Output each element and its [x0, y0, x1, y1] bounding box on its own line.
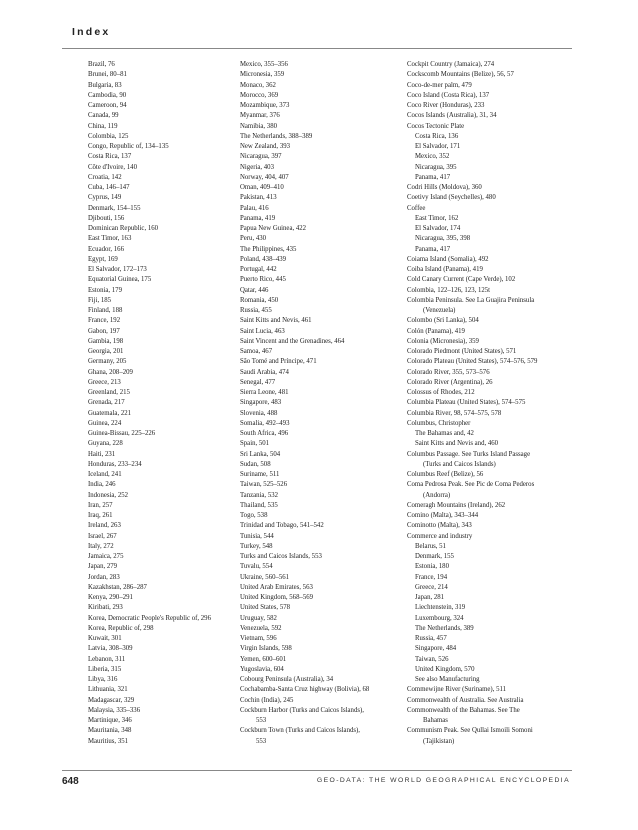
index-entry: China, 119: [88, 122, 118, 130]
index-entry: Micronesia, 359: [240, 71, 285, 79]
index-entry: Mozambique, 373: [240, 102, 290, 109]
index-entry-continuation: (Andorra): [423, 491, 451, 499]
index-entry: Oman, 409–410: [240, 184, 284, 191]
index-entry: Tuvalu, 554: [240, 563, 273, 571]
index-subentry: Luxembourg, 324: [415, 614, 464, 622]
index-entry: Nicaragua, 397: [240, 153, 282, 161]
index-entry: New Zealand, 393: [240, 143, 291, 150]
index-entry: France, 192: [88, 317, 121, 325]
index-entry: Iran, 257: [88, 501, 113, 509]
index-entry: Georgia, 201: [88, 348, 124, 355]
index-entry: Mauritius, 351: [88, 737, 129, 745]
index-entry: Guatemala, 221: [88, 409, 132, 417]
index-entry: Romania, 450: [240, 296, 279, 304]
index-entry: Egypt, 169: [88, 255, 118, 263]
index-subentry: Panama, 417: [415, 173, 451, 181]
index-entry: Colombia, 122–126, 123, 125t: [407, 286, 491, 294]
index-entry: Iceland, 241: [88, 471, 122, 478]
index-entry: Haiti, 231: [88, 450, 116, 458]
index-entry: Kazakhstan, 286–287: [88, 583, 147, 591]
index-subentry: Denmark, 155: [415, 553, 454, 560]
index-entry: Sudan, 508: [240, 460, 271, 468]
index-entry: Congo, Republic of, 134–135: [88, 143, 169, 150]
index-subentry: The Bahamas and, 42: [415, 430, 474, 437]
index-entry-continuation: (Venezuela): [423, 307, 456, 314]
index-entry: Trinidad and Tobago, 541–542: [240, 522, 324, 530]
index-entry: Liberia, 315: [88, 665, 122, 673]
page-footer: [62, 776, 572, 790]
index-entry: Israel, 267: [88, 532, 117, 540]
index-entry: Cuba, 146–147: [88, 184, 130, 191]
index-entry: Sierra Leone, 481: [240, 389, 289, 396]
index-column-2: [240, 60, 400, 747]
index-entry: Greenland, 215: [88, 389, 130, 396]
index-entry: Virgin Islands, 598: [240, 645, 292, 653]
index-entry: Coco Island (Costa Rica), 137: [407, 91, 490, 99]
index-entry: Coma Pedrosa Peak. See Pic de Coma Pederos: [407, 481, 535, 489]
index-entry: Togo, 538: [240, 512, 268, 519]
index-entry: Cockscomb Mountains (Belize), 56, 57: [407, 71, 514, 79]
index-entry: Comino (Malta), 343–344: [407, 512, 479, 519]
index-entry: Brunei, 80–81: [88, 71, 127, 79]
index-entry: Thailand, 535: [240, 501, 278, 509]
index-entry: Comeragh Mountains (Ireland), 262: [407, 501, 506, 509]
index-entry: Korea, Republic of, 298: [88, 624, 154, 632]
index-subentry: East Timor, 162: [415, 214, 459, 222]
page-title: Index: [72, 26, 111, 38]
index-entry: Estonia, 179: [88, 286, 122, 294]
index-entry: Yugoslavia, 604: [240, 665, 284, 673]
index-entry-continuation: 553: [256, 717, 267, 724]
index-entry: Denmark, 154–155: [88, 204, 141, 212]
index-entry: Pakistan, 413: [240, 194, 277, 202]
index-entry: Costa Rica, 137: [88, 153, 132, 161]
index-entry: Columbus Passage. See Turks Island Passage: [407, 450, 531, 458]
index-entry-continuation: Bahamas: [423, 717, 448, 724]
index-entry: Commewijne River (Suriname), 511: [407, 686, 507, 694]
index-subentry: Costa Rica, 136: [415, 132, 459, 140]
top-rule: [62, 48, 572, 49]
index-entry: Columbus, Christopher: [407, 419, 471, 427]
index-entry: Iraq, 261: [88, 512, 113, 519]
index-entry: Gabon, 197: [88, 327, 120, 335]
page-header: [72, 26, 570, 38]
index-entry: Cockburn Town (Turks and Caicos Islands),: [240, 727, 360, 735]
index-entry: Cockburn Harbor (Turks and Caicos Islands),: [240, 706, 364, 714]
index-entry: Guinea-Bissau, 225–226: [88, 430, 156, 437]
index-entry: The Philippines, 435: [240, 245, 297, 253]
index-entry: United Arab Emirates, 563: [240, 583, 313, 591]
index-entry: Cochin (India), 245: [240, 696, 294, 704]
index-entry: Libya, 316: [88, 676, 118, 683]
index-entry: Colorado River, 355, 573–576: [407, 368, 490, 376]
index-entry: Germany, 205: [88, 358, 127, 366]
index-entry: Poland, 438–439: [240, 255, 287, 263]
index-entry: Saint Kitts and Nevis, 461: [240, 317, 312, 325]
index-subentry: Singapore, 484: [415, 645, 457, 653]
index-entry: Peru, 430: [240, 235, 267, 243]
index-entry: East Timor, 163: [88, 235, 132, 243]
index-subentry: Taiwan, 526: [415, 655, 449, 663]
index-entry: Ukraine, 560–561: [240, 573, 290, 581]
index-entry: Columbia River, 98, 574–575, 578: [407, 409, 502, 417]
index-entry: Colonia (Micronesia), 359: [407, 337, 479, 345]
index-entry: Suriname, 511: [240, 471, 280, 478]
index-entry: Morocco, 369: [240, 91, 279, 99]
index-entry: Dominican Republic, 160: [88, 225, 159, 232]
index-entry: Commonwealth of Australia. See Australia: [407, 696, 524, 704]
index-subentry: Mexico, 352: [415, 153, 450, 161]
index-entry: Cobourg Peninsula (Australia), 34: [240, 676, 334, 683]
index-entry: Senegal, 477: [240, 378, 276, 386]
index-entry: Canada, 99: [88, 112, 119, 120]
index-entry: Côte d'Ivoire, 140: [88, 163, 137, 171]
index-entry: Guinea, 224: [88, 419, 122, 427]
index-subentry: Greece, 214: [415, 583, 448, 591]
index-entry: Venezuela, 592: [240, 624, 282, 632]
index-entry: Taiwan, 525–526: [240, 481, 288, 489]
index-entry: Guyana, 228: [88, 440, 123, 448]
index-entry: Slovenia, 488: [240, 409, 278, 417]
index-subentry: Panama, 417: [415, 245, 451, 253]
index-entry: Panama, 419: [240, 214, 276, 222]
index-entry: Colorado River (Argentina), 26: [407, 378, 493, 386]
index-entry: India, 246: [88, 481, 116, 489]
index-entry: Cochabamba-Santa Cruz highway (Bolivia), 68: [240, 686, 370, 694]
index-entry-continuation: (Tajikistan): [423, 737, 455, 745]
index-entry: Saudi Arabia, 474: [240, 368, 289, 376]
index-entry: Japan, 279: [88, 563, 118, 571]
index-subentry: Nicaragua, 395, 398: [415, 235, 471, 243]
index-entry: Tanzania, 532: [240, 491, 279, 499]
index-entry: Palau, 416: [240, 204, 269, 212]
index-entry: Cold Canary Current (Cape Verde), 102: [407, 276, 516, 284]
index-entry: Jamaica, 275: [88, 553, 124, 560]
index-entry: Columbus Reef (Belize), 56: [407, 471, 484, 478]
index-entry: Codri Hills (Moldova), 360: [407, 184, 482, 191]
index-entry: Cocos Tectonic Plate: [407, 122, 465, 130]
index-entry: São Tomé and Príncipe, 471: [240, 358, 317, 366]
index-entry-continuation: 553: [256, 737, 267, 745]
index-entry: Lebanon, 311: [88, 655, 126, 663]
index-entry: Vietnam, 596: [240, 635, 277, 642]
index-entry: Somalia, 492–493: [240, 419, 290, 427]
index-subentry: El Salvador, 174: [415, 225, 461, 232]
index-entry: Colorado Piedmont (United States), 571: [407, 348, 517, 355]
index-entry: Italy, 272: [88, 542, 114, 550]
index-entry: Brazil, 76: [88, 61, 115, 68]
index-subentry: The Netherlands, 389: [415, 624, 474, 632]
index-entry: Colorado Plateau (United States), 574–576, 579: [407, 358, 538, 366]
index-entry: Djibouti, 156: [88, 214, 125, 222]
index-subentry: Japan, 281: [415, 594, 445, 601]
index-entry: Portugal, 442: [240, 266, 277, 273]
index-entry: Cameroon, 94: [88, 102, 127, 109]
index-entry: Fiji, 185: [88, 296, 112, 304]
index-entry: Korea, Democratic People's Republic of, 296: [88, 614, 211, 622]
index-entry: Mauritania, 348: [88, 727, 132, 735]
index-entry: Saint Vincent and the Grenadines, 464: [240, 337, 345, 345]
index-entry: Yemen, 600–601: [240, 655, 287, 663]
index-subentry: Estonia, 180: [415, 563, 449, 571]
index-subentry: Saint Kitts and Nevis and, 460: [415, 440, 499, 448]
index-entry: Kuwait, 301: [88, 635, 122, 642]
index-column-1: [88, 60, 248, 747]
index-entry: El Salvador, 172–173: [88, 266, 147, 273]
index-entry: Colossus of Rhodes, 212: [407, 389, 475, 396]
index-subentry: Russia, 457: [415, 635, 447, 642]
book-title: GEO-DATA: THE WORLD GEOGRAPHICAL ENCYCLOPEDIA: [316, 777, 570, 784]
index-entry: Tunisia, 544: [240, 532, 274, 540]
index-entry: Kiribati, 293: [88, 604, 123, 612]
index-entry: Gambia, 198: [88, 337, 124, 345]
index-entry: Grenada, 217: [88, 399, 125, 407]
index-entry: Cockpit Country (Jamaica), 274: [407, 61, 495, 68]
index-entry: Samoa, 467: [240, 348, 273, 355]
index-entry: United States, 578: [240, 604, 291, 612]
index-subentry: Nicaragua, 395: [415, 163, 457, 171]
index-entry: Commerce and industry: [407, 532, 473, 540]
index-entry: Jordan, 283: [88, 573, 120, 581]
index-entry: Cominotto (Malta), 343: [407, 522, 472, 530]
index-entry: Colombo (Sri Lanka), 504: [407, 317, 479, 325]
index-entry: Indonesia, 252: [88, 491, 129, 499]
index-entry: Saint Lucia, 463: [240, 327, 285, 335]
index-entry: Nigeria, 403: [240, 163, 274, 171]
index-entry: Madagascar, 329: [88, 696, 135, 704]
index-entry: Ghana, 208–209: [88, 368, 133, 376]
index-entry: South Africa, 496: [240, 430, 289, 437]
index-entry: Colombia, 125: [88, 132, 129, 140]
index-entry: Kenya, 290–291: [88, 594, 133, 601]
index-entry: Martinique, 346: [88, 717, 132, 724]
index-entry: Croatia, 142: [88, 173, 122, 181]
index-entry: Columbia Plateau (United States), 574–575: [407, 399, 526, 407]
index-entry: Sri Lanka, 504: [240, 450, 281, 458]
index-entry: Colón (Panama), 419: [407, 327, 465, 335]
index-entry: Russia, 455: [240, 307, 272, 314]
index-entry: Uruguay, 582: [240, 614, 277, 622]
index-entry: Honduras, 233–234: [88, 460, 142, 468]
page-number: 648: [62, 776, 79, 787]
index-entry: Greece, 213: [88, 378, 121, 386]
index-entry: Coffee: [407, 204, 426, 212]
index-entry: Qatar, 446: [240, 286, 269, 294]
index-entry: Turkey, 548: [240, 542, 273, 550]
index-subentry: Liechtenstein, 319: [415, 604, 466, 612]
index-subentry: Belarus, 51: [415, 542, 446, 550]
index-entry: Latvia, 308–309: [88, 645, 133, 653]
index-entry: Coiama Island (Somalia), 492: [407, 255, 489, 263]
index-entry: Norway, 404, 407: [240, 173, 289, 181]
index-entry: Finland, 188: [88, 307, 123, 314]
index-entry: Communism Peak. See Qullai Ismoili Somoni: [407, 727, 533, 735]
index-entry: Puerto Rico, 445: [240, 276, 286, 284]
index-entry: Bulgaria, 83: [88, 81, 122, 89]
index-entry: Singapore, 483: [240, 399, 282, 407]
index-entry: Colombia Peninsula. See La Guajira Peninsula: [407, 296, 535, 304]
index-entry: Papua New Guinea, 422: [240, 225, 307, 232]
index-entry: Monaco, 362: [240, 81, 276, 89]
bottom-rule: [62, 770, 572, 771]
index-entry: Cambodia, 90: [88, 91, 127, 99]
index-entry: Myanmar, 376: [240, 112, 280, 120]
index-entry: Turks and Caicos Islands, 553: [240, 553, 322, 560]
index-subentry: France, 194: [415, 573, 448, 581]
index-column-3: [407, 60, 577, 747]
index-entry: Coiba Island (Panama), 419: [407, 266, 483, 273]
index-subentry: El Salvador, 171: [415, 143, 461, 150]
index-entry: Ireland, 263: [88, 522, 121, 530]
index-subentry: See also Manufacturing: [415, 676, 480, 683]
index-entry: Coco River (Honduras), 233: [407, 102, 485, 109]
index-entry: United Kingdom, 568–569: [240, 594, 314, 601]
index-entry: Cocos Islands (Australia), 31, 34: [407, 112, 497, 120]
index-entry: Mexico, 355–356: [240, 61, 288, 68]
index-entry: Namibia, 380: [240, 122, 277, 130]
index-entry: Commonwealth of the Bahamas. See The: [407, 706, 520, 714]
index-entry: Coco-de-mer palm, 479: [407, 81, 472, 89]
index-entry-continuation: (Turks and Caicos Islands): [423, 460, 496, 468]
index-entry: Ecuador, 166: [88, 245, 124, 253]
index-entry: The Netherlands, 388–389: [240, 132, 313, 140]
index-entry: Spain, 501: [240, 440, 270, 448]
index-entry: Equatorial Guinea, 175: [88, 276, 152, 284]
index-entry: Lithuania, 321: [88, 686, 128, 694]
index-subentry: United Kingdom, 570: [415, 665, 475, 673]
index-entry: Cyprus, 149: [88, 194, 122, 202]
index-entry: Coetivy Island (Seychelles), 480: [407, 194, 496, 202]
index-entry: Malaysia, 335–336: [88, 706, 141, 714]
